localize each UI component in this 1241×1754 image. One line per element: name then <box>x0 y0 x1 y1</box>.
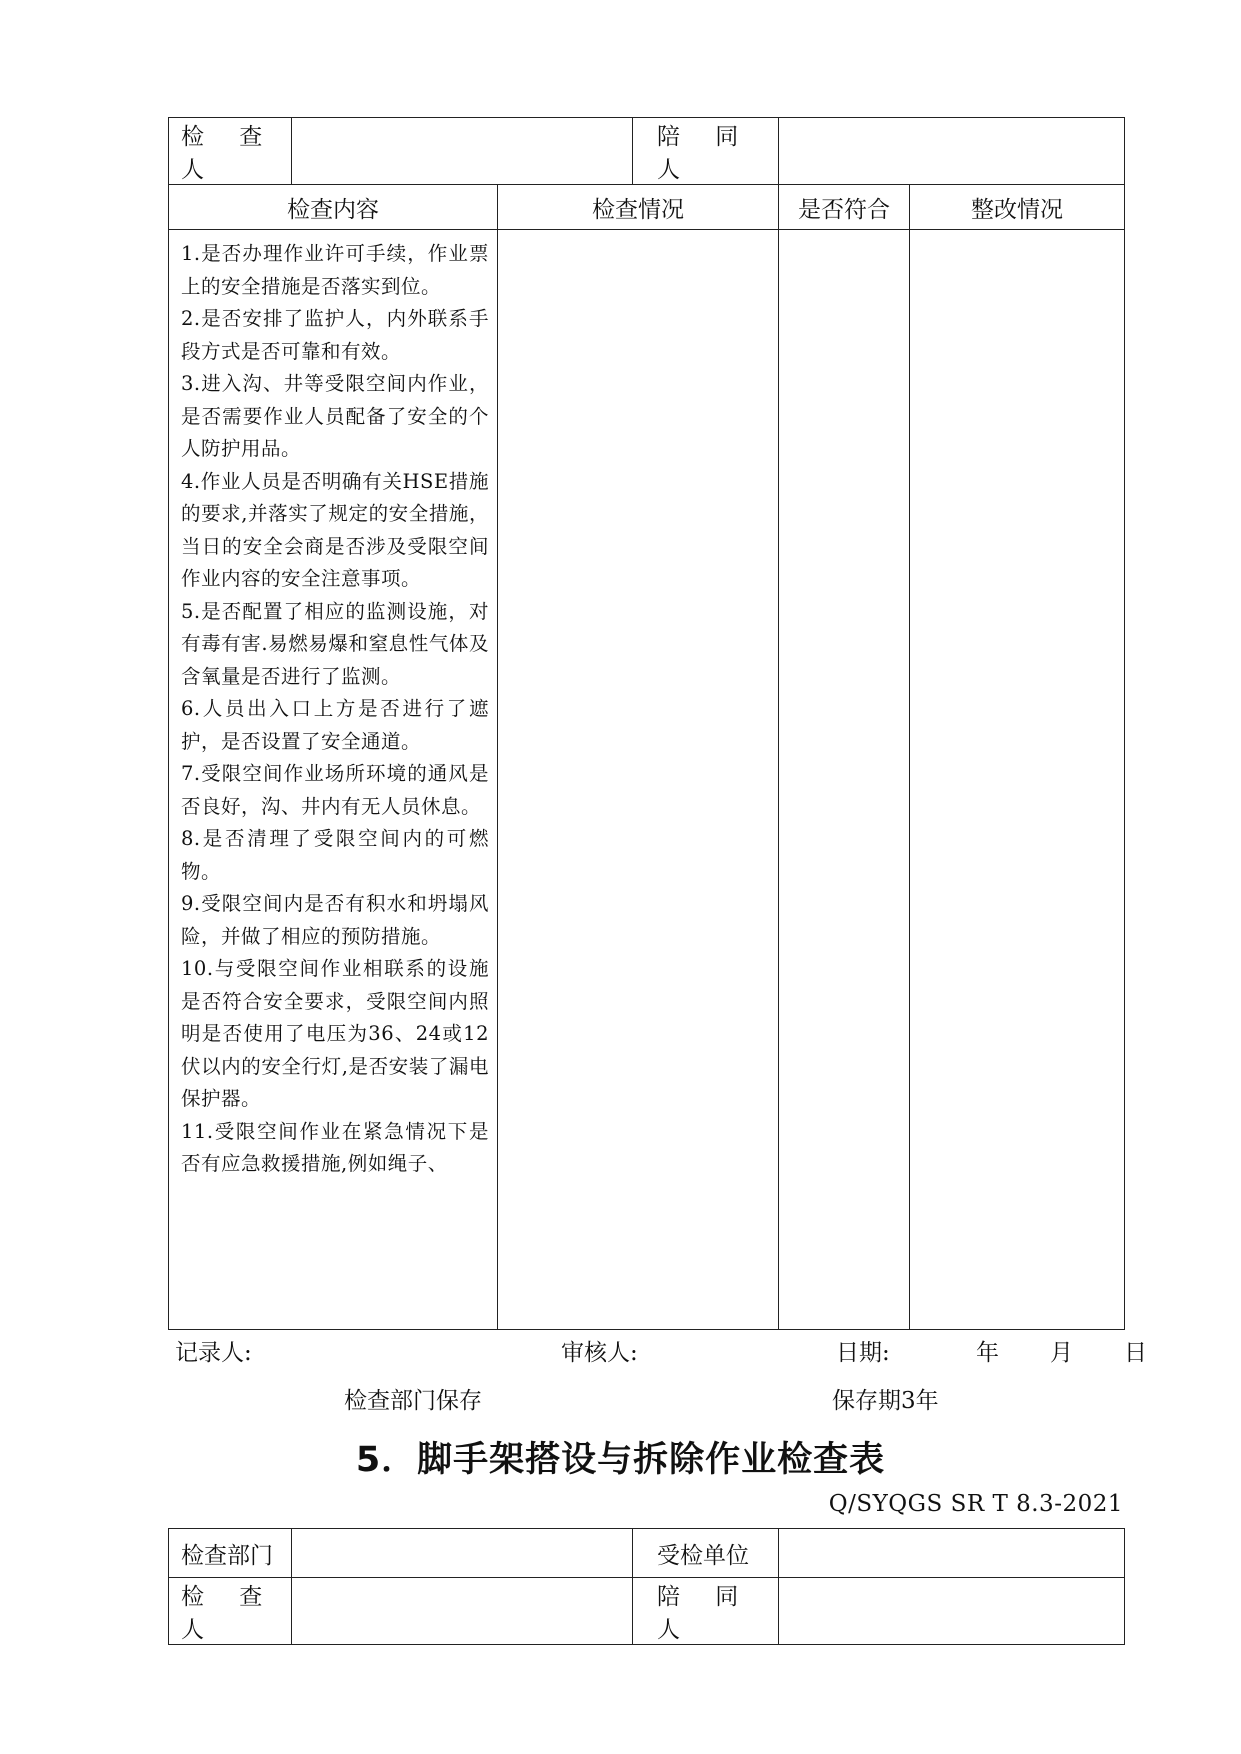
check-item-1: 1.是否办理作业许可手续，作业票上的安全措施是否落实到位。 <box>181 242 489 298</box>
header-rectification: 整改情况 <box>910 185 1125 230</box>
companion-field[interactable] <box>779 118 1125 185</box>
companion-label: 陪 同 人 <box>633 118 779 185</box>
check-item-4: 4.作业人员是否明确有关HSE措施的要求,并落实了规定的安全措施，当日的安全会商是否涉及受限空间作业内容的安全注意事项。 <box>181 469 489 590</box>
day-label: 日 <box>1124 1340 1147 1366</box>
check-item-8: 8.是否清理了受限空间内的可燃物。 <box>181 827 489 883</box>
inspector-field-2[interactable] <box>292 1578 633 1645</box>
inspector-label: 检 查 人 <box>169 118 292 185</box>
check-item-9: 9.受限空间内是否有积水和坍塌风险，并做了相应的预防措施。 <box>181 892 489 948</box>
retention-note: 保存期3年 <box>832 1388 939 1414</box>
section-title: 5．脚手架搭设与拆除作业检查表 <box>355 1440 886 1480</box>
header-compliance: 是否符合 <box>779 185 910 230</box>
companion-label-2: 陪 同 人 <box>633 1578 779 1645</box>
check-item-10: 10.与受限空间作业相联系的设施是否符合安全要求，受限空间内照明是否使用了电压为36、24或12伏以内的安全行灯,是否安装了漏电保护器。 <box>181 957 489 1110</box>
check-status-cell[interactable] <box>498 230 779 1330</box>
recorder-label: 记录人: <box>175 1340 252 1366</box>
rectification-cell[interactable] <box>910 230 1125 1330</box>
check-item-3: 3.进入沟、井等受限空间内作业，是否需要作业人员配备了安全的个人防护用品。 <box>181 372 489 460</box>
unit-field[interactable] <box>779 1529 1125 1578</box>
scaffold-check-table <box>168 1528 1125 1645</box>
keeper-note: 检查部门保存 <box>344 1388 482 1414</box>
header-check-status: 检查情况 <box>498 185 779 230</box>
inspector-field[interactable] <box>292 118 633 185</box>
month-label: 月 <box>1050 1340 1073 1366</box>
unit-label: 受检单位 <box>633 1529 779 1578</box>
document-code: Q/SYQGS SR T 8.3-2021 <box>828 1491 1123 1517</box>
compliance-cell[interactable] <box>779 230 910 1330</box>
check-item-11: 11.受限空间作业在紧急情况下是否有应急救援措施,例如绳子、 <box>181 1119 489 1175</box>
dept-label: 检查部门 <box>169 1529 292 1578</box>
year-label: 年 <box>976 1340 999 1366</box>
check-items-cell <box>169 230 498 1330</box>
inspector-label-2: 检 查 人 <box>169 1578 292 1645</box>
date-label: 日期: <box>836 1340 890 1366</box>
companion-field-2[interactable] <box>779 1578 1125 1645</box>
check-item-2: 2.是否安排了监护人，内外联系手段方式是否可靠和有效。 <box>181 307 489 363</box>
dept-field[interactable] <box>292 1529 633 1578</box>
check-item-7: 7.受限空间作业场所环境的通风是否良好，沟、井内有无人员休息。 <box>181 762 489 818</box>
header-check-content: 检查内容 <box>169 185 498 230</box>
safety-check-table <box>168 117 1125 1330</box>
check-item-6: 6.人员出入口上方是否进行了遮护，是否设置了安全通道。 <box>181 697 489 753</box>
reviewer-label: 审核人: <box>561 1340 638 1366</box>
check-item-5: 5.是否配置了相应的监测设施，对有毒有害.易燃易爆和窒息性气体及含氧量是否进行了监测。 <box>181 599 489 688</box>
